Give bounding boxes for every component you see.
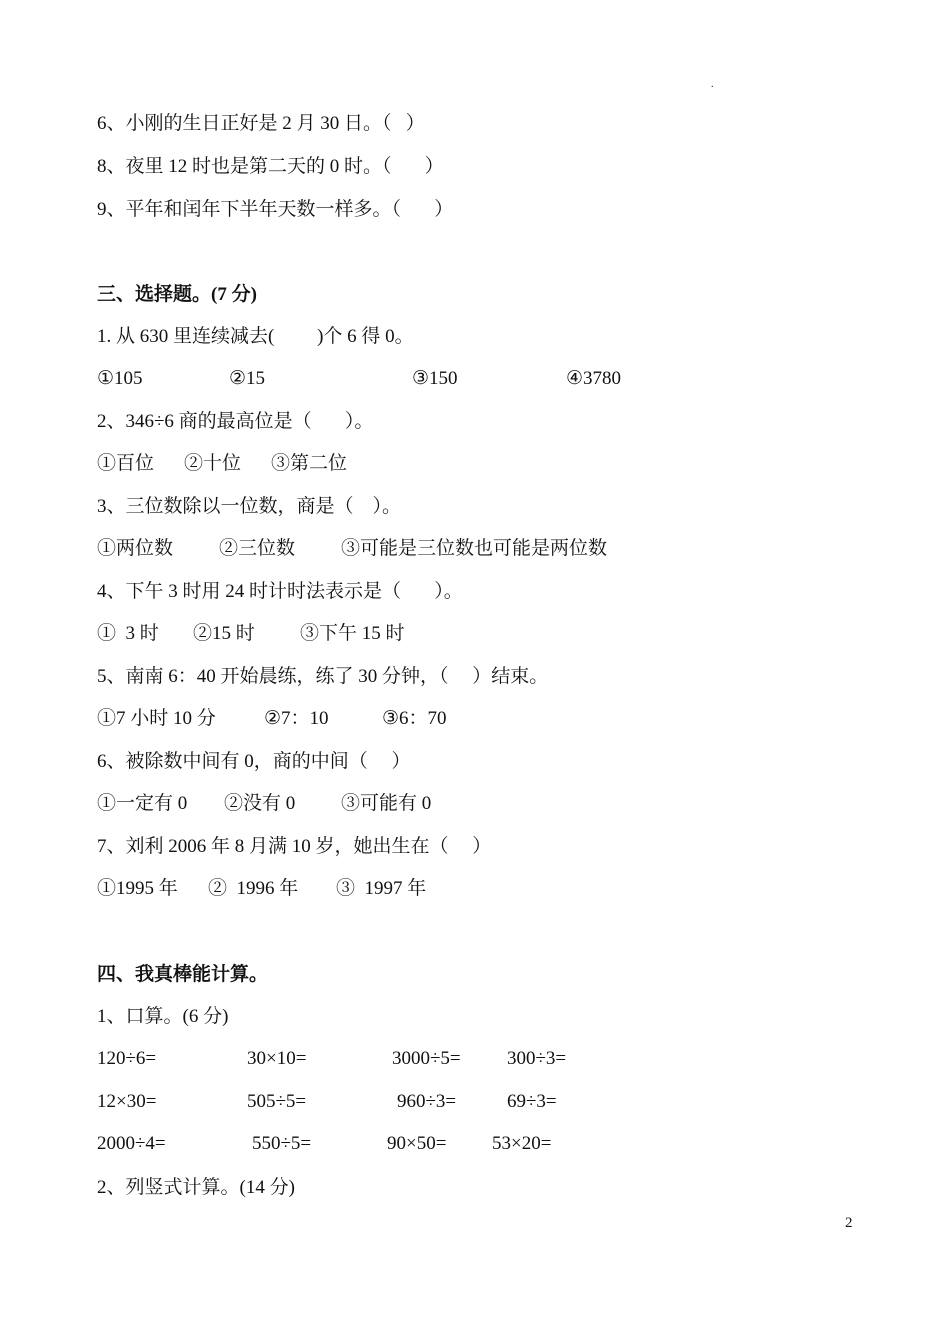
judge-item-6: 6、小刚的生日正好是 2 月 30 日。（ ）: [97, 113, 425, 134]
question-1: 1. 从 630 里连续减去( )个 6 得 0。: [97, 326, 414, 347]
question-5: 5、南南 6：40 开始晨练，练了 30 分钟，（ ）结束。: [97, 666, 549, 687]
q4-option-2: ②15 时: [193, 623, 255, 644]
calc-r1-c1: 120÷6=: [97, 1048, 157, 1069]
calc-r2-c4: 69÷3=: [507, 1091, 557, 1112]
calc-r1-c3: 3000÷5=: [392, 1048, 461, 1069]
question-7: 7、刘利 2006 年 8 月满 10 岁，她出生在（ ）: [97, 836, 492, 857]
calc-r3-c4: 53×20=: [492, 1133, 552, 1154]
q1-option-1: ①105: [97, 368, 143, 389]
calc-r1-c4: 300÷3=: [507, 1048, 567, 1069]
q2-option-3: ③第二位: [271, 453, 348, 474]
q3-option-3: ③可能是三位数也可能是两位数: [341, 538, 608, 559]
calc-r3-c1: 2000÷4=: [97, 1133, 166, 1154]
q1-option-4: ④3780: [566, 368, 622, 389]
question-6: 6、被除数中间有 0，商的中间（ ）: [97, 751, 411, 772]
q5-option-2: ②7：10: [264, 708, 329, 729]
q5-option-3: ③6：70: [382, 708, 447, 729]
q1-option-2: ②15: [229, 368, 266, 389]
calc-r2-c3: 960÷3=: [397, 1091, 457, 1112]
question-3: 3、三位数除以一位数，商是（ ）。: [97, 496, 402, 517]
q4-option-3: ③下午 15 时: [300, 623, 405, 644]
calc-r2-c2: 505÷5=: [247, 1091, 307, 1112]
oral-calc-heading: 1、口算。(6 分): [97, 1006, 229, 1027]
q3-option-2: ②三位数: [219, 538, 296, 559]
q3-option-1: ①两位数: [97, 538, 174, 559]
calc-r3-c2: 550÷5=: [252, 1133, 312, 1154]
q2-option-2: ②十位: [184, 453, 242, 474]
q4-option-1: ① 3 时: [97, 623, 159, 644]
page-number: 2: [845, 1215, 853, 1231]
judge-item-9: 9、平年和闰年下半年天数一样多。（ ）: [97, 199, 454, 220]
q6-option-2: ②没有 0: [224, 793, 296, 814]
calc-r2-c1: 12×30=: [97, 1091, 157, 1112]
question-2: 2、346÷6 商的最高位是（ ）。: [97, 411, 374, 432]
q1-option-3: ③150: [412, 368, 458, 389]
q5-option-1: ①7 小时 10 分: [97, 708, 216, 729]
section-4-title: 四、我真棒能计算。: [97, 964, 269, 985]
header-dot: .: [711, 79, 714, 90]
section-3-title: 三、选择题。(7 分): [97, 284, 257, 305]
q7-option-1: ①1995 年: [97, 878, 178, 899]
q6-option-1: ①一定有 0: [97, 793, 188, 814]
judge-item-8: 8、夜里 12 时也是第二天的 0 时。（ ）: [97, 156, 444, 177]
q6-option-3: ③可能有 0: [341, 793, 432, 814]
q2-option-1: ①百位: [97, 453, 155, 474]
calc-r1-c2: 30×10=: [247, 1048, 307, 1069]
q7-option-2: ② 1996 年: [208, 878, 299, 899]
vertical-calc-heading: 2、列竖式计算。(14 分): [97, 1177, 295, 1198]
question-4: 4、下午 3 时用 24 时计时法表示是（ ）。: [97, 581, 463, 602]
q7-option-3: ③ 1997 年: [336, 878, 427, 899]
calc-r3-c3: 90×50=: [387, 1133, 447, 1154]
